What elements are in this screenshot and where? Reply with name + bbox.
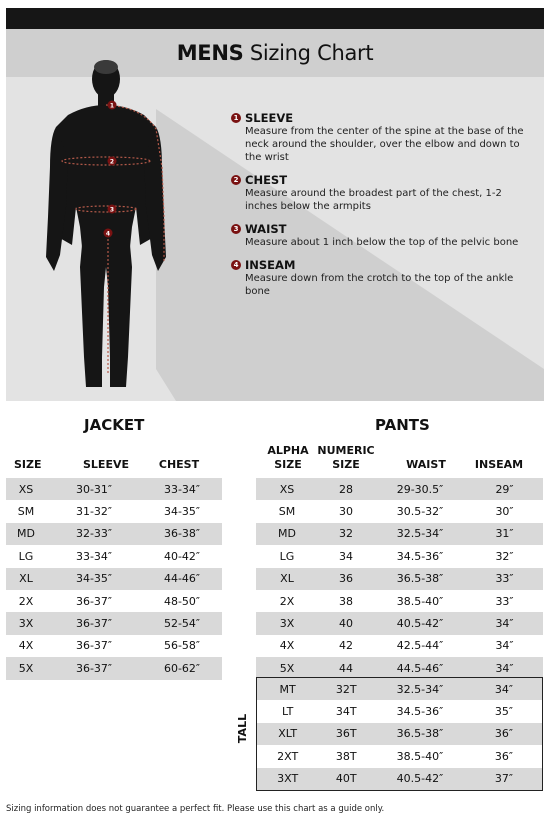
table-cell: 34T: [335, 705, 357, 719]
pants-header-alpha-size: ALPHA SIZE: [267, 444, 309, 471]
table-cell: MT: [257, 678, 319, 701]
step-number-badge: 1: [231, 113, 241, 123]
table-cell: 32: [318, 523, 374, 545]
table-cell: 34.5-36″: [396, 705, 444, 719]
table-cell: 32.5-34″: [374, 523, 466, 545]
table-cell: 38: [339, 594, 353, 608]
table-cell: 30.5-32″: [396, 505, 444, 519]
table-cell: 37″: [466, 768, 543, 791]
table-cell: 36-37″: [46, 657, 142, 679]
table-row: [6, 478, 222, 500]
measurement-guide: [6, 29, 544, 401]
table-cell: 3X: [6, 612, 46, 634]
table-row: [6, 568, 222, 590]
step-description: Measure about 1 inch below the top of the pelvic bone: [245, 237, 519, 248]
table-cell: 38T: [335, 749, 357, 763]
jacket-header-sleeve: SLEEVE: [83, 458, 129, 471]
table-cell: 33-34″: [142, 478, 222, 500]
step-number-badge: 2: [231, 175, 241, 185]
table-cell: 29-30.5″: [374, 478, 466, 500]
table-row: [6, 500, 222, 522]
pants-header-numeric-size: NUMERIC SIZE: [317, 444, 375, 471]
table-row: [256, 612, 543, 634]
table-cell: 32″: [495, 549, 514, 563]
table-cell: 40.5-42″: [374, 612, 466, 634]
table-cell: XS: [256, 478, 318, 500]
table-cell: 5X: [256, 657, 318, 679]
table-cell: 34″: [466, 657, 543, 679]
table-row: [6, 523, 222, 545]
table-cell: 4X: [279, 639, 295, 653]
table-cell: 48-50″: [163, 594, 201, 608]
table-cell: 33″: [495, 594, 514, 608]
step-chest: [231, 173, 531, 213]
table-cell: 36-38″: [142, 523, 222, 545]
jacket-header-chest: CHEST: [158, 458, 200, 471]
table-cell: 44: [318, 657, 374, 679]
step-title: SLEEVE: [245, 111, 294, 125]
table-cell: 40T: [318, 768, 374, 791]
table-cell: 29″: [466, 478, 543, 500]
table-cell: 3XT: [257, 768, 319, 791]
table-row: [6, 545, 222, 567]
table-cell: 34″: [466, 612, 543, 634]
table-cell: SM: [17, 505, 35, 519]
marker-1: 1: [109, 102, 115, 110]
table-cell: 36: [318, 568, 374, 590]
table-row: [257, 678, 543, 701]
top-bar: [6, 8, 544, 29]
table-cell: XL: [256, 568, 318, 590]
table-cell: 36″: [494, 749, 513, 763]
table-cell: 30″: [495, 505, 514, 519]
table-cell: MD: [6, 523, 46, 545]
table-cell: LG: [279, 549, 295, 563]
table-cell: 42: [339, 639, 353, 653]
table-cell: 3X: [256, 612, 318, 634]
table-cell: XS: [6, 478, 46, 500]
table-cell: 5X: [6, 657, 46, 679]
step-number-badge: 4: [231, 260, 241, 270]
table-cell: XLT: [257, 723, 319, 745]
tall-label: TALL: [236, 713, 250, 744]
page-title: MENS Sizing Chart: [176, 41, 374, 65]
step-title: WAIST: [245, 222, 287, 236]
table-row: [257, 768, 543, 791]
table-row: [256, 500, 543, 522]
table-cell: 44.5-46″: [374, 657, 466, 679]
table-row: [6, 635, 222, 657]
table-cell: 33-34″: [75, 549, 113, 563]
jacket-size-table: [6, 478, 222, 680]
pants-header-waist: WAIST: [406, 458, 446, 471]
step-description: Measure from the center of the spine at the base of the neck around the shoulder, over the elbow and down to the wrist: [245, 126, 524, 163]
table-cell: 42.5-44″: [396, 639, 444, 653]
step-sleeve: [231, 111, 531, 164]
table-cell: 36-37″: [75, 594, 113, 608]
table-cell: XL: [6, 568, 46, 590]
marker-3: 3: [109, 206, 115, 214]
table-row: [6, 657, 222, 679]
table-cell: 36-37″: [75, 639, 113, 653]
table-row: [256, 478, 543, 500]
table-cell: 34-35″: [46, 568, 142, 590]
table-cell: LT: [281, 705, 294, 719]
table-cell: MD: [256, 523, 318, 545]
table-cell: 31-32″: [75, 505, 113, 519]
table-row: [256, 545, 543, 567]
table-cell: 34.5-36″: [396, 549, 444, 563]
table-cell: 40.5-42″: [374, 768, 466, 791]
step-inseam: [231, 258, 531, 298]
table-cell: 34″: [466, 678, 543, 701]
table-row: [256, 590, 543, 612]
marker-2: 2: [109, 158, 115, 166]
table-cell: 2XT: [277, 749, 299, 763]
table-cell: 38.5-40″: [396, 749, 444, 763]
table-row: [6, 590, 222, 612]
step-waist: [231, 222, 531, 249]
step-description: Measure down from the crotch to the top of the ankle bone: [245, 273, 514, 297]
step-title: CHEST: [245, 173, 288, 187]
table-cell: 44-46″: [142, 568, 222, 590]
disclaimer: Sizing information does not guarantee a perfect fit. Please use this chart as a guide only.: [6, 804, 385, 814]
marker-4: 4: [105, 230, 111, 238]
table-cell: 32-33″: [46, 523, 142, 545]
step-number-badge: 3: [231, 224, 241, 234]
table-row: [257, 700, 543, 722]
table-cell: 60-62″: [142, 657, 222, 679]
table-cell: 35″: [494, 705, 513, 719]
table-cell: 36-37″: [46, 612, 142, 634]
table-cell: 31″: [466, 523, 543, 545]
jacket-title: JACKET: [84, 416, 145, 434]
table-cell: LG: [18, 549, 34, 563]
table-cell: 2X: [279, 594, 295, 608]
pants-header-inseam: INSEAM: [474, 458, 524, 471]
table-cell: 36.5-38″: [374, 568, 466, 590]
table-row: [6, 612, 222, 634]
table-row: [256, 635, 543, 657]
table-cell: 34-35″: [163, 505, 201, 519]
table-cell: 52-54″: [142, 612, 222, 634]
table-cell: 30-31″: [46, 478, 142, 500]
table-cell: 36T: [318, 723, 374, 745]
table-cell: 36″: [466, 723, 543, 745]
table-row: [257, 723, 543, 745]
step-title: INSEAM: [245, 258, 296, 272]
table-cell: 28: [318, 478, 374, 500]
table-cell: 33″: [466, 568, 543, 590]
table-cell: 38.5-40″: [396, 594, 444, 608]
table-cell: 4X: [18, 639, 34, 653]
pants-title: PANTS: [375, 416, 430, 434]
table-cell: 30: [339, 505, 353, 519]
step-description: Measure around the broadest part of the chest, 1-2 inches below the armpits: [245, 188, 502, 212]
table-row: [256, 568, 543, 590]
table-cell: SM: [278, 505, 296, 519]
table-row: [257, 745, 543, 767]
table-cell: 32.5-34″: [374, 678, 466, 701]
table-cell: 40-42″: [163, 549, 201, 563]
table-cell: 56-58″: [163, 639, 201, 653]
pants-size-table: [256, 478, 543, 680]
table-cell: 36.5-38″: [374, 723, 466, 745]
jacket-header-size: SIZE: [14, 458, 42, 471]
table-cell: 34″: [495, 639, 514, 653]
table-cell: 34: [339, 549, 353, 563]
table-cell: 40: [318, 612, 374, 634]
body-silhouette-icon: [46, 57, 176, 387]
measurement-steps: [231, 111, 531, 307]
pants-tall-table: [256, 677, 543, 791]
table-cell: 32T: [318, 678, 374, 701]
table-cell: 2X: [18, 594, 34, 608]
table-row: [256, 523, 543, 545]
